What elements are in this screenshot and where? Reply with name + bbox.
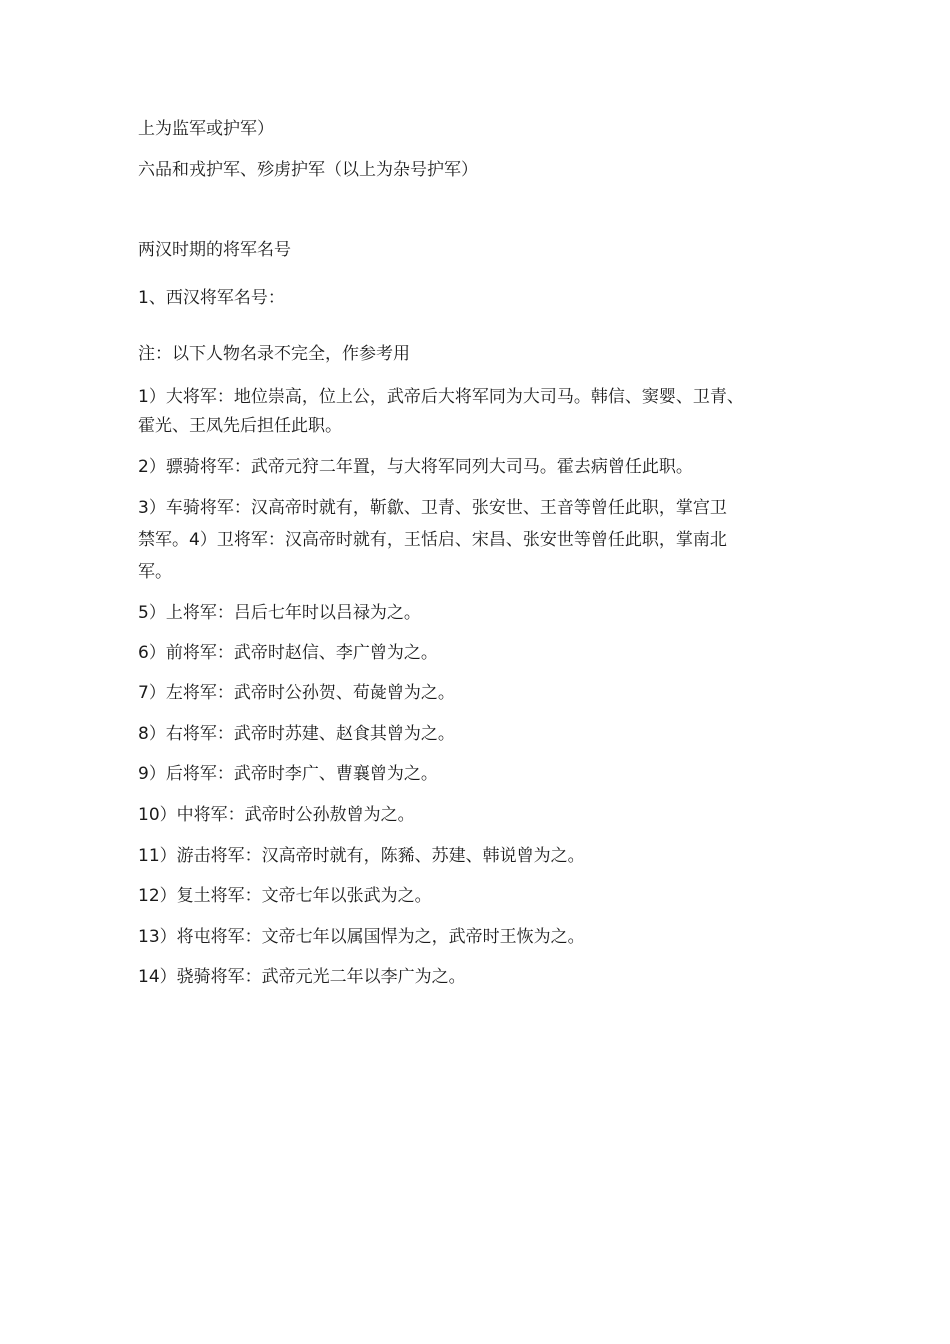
list-item: 5）上将军：吕后七年时以吕禄为之。: [138, 603, 421, 623]
list-item: 7）左将军：武帝时公孙贺、荀彘曾为之。: [138, 683, 455, 703]
list-item: 10）中将军：武帝时公孙敖曾为之。: [138, 805, 415, 825]
list-item: 13）将屯将军：文帝七年以属国悍为之，武帝时王恢为之。: [138, 927, 585, 947]
subsection-heading: 1、西汉将军名号：: [138, 288, 285, 308]
list-item: 禁军。4）卫将军：汉高帝时就有，王恬启、宋昌、张安世等曾任此职，掌南北: [138, 530, 727, 550]
text-line: 上为监军或护军）: [138, 119, 274, 139]
list-item: 1）大将军：地位崇高，位上公，武帝后大将军同为大司马。韩信、窦婴、卫青、: [138, 387, 744, 407]
list-item: 14）骁骑将军：武帝元光二年以李广为之。: [138, 967, 466, 987]
list-item: 8）右将军：武帝时苏建、赵食其曾为之。: [138, 724, 455, 744]
list-item-continuation: 霍光、王凤先后担任此职。: [138, 416, 342, 436]
text-line: 六品和戎护军、殄虏护军（以上为杂号护军）: [138, 160, 478, 180]
list-item-continuation: 军。: [138, 562, 172, 582]
note-line: 注：以下人物名录不完全，作参考用: [138, 344, 410, 364]
section-heading: 两汉时期的将军名号: [138, 240, 291, 260]
list-item: 3）车骑将军：汉高帝时就有，靳歙、卫青、张安世、王音等曾任此职，掌宫卫: [138, 498, 727, 518]
list-item: 6）前将军：武帝时赵信、李广曾为之。: [138, 643, 438, 663]
list-item: 2）骠骑将军：武帝元狩二年置，与大将军同列大司马。霍去病曾任此职。: [138, 457, 693, 477]
list-item: 9）后将军：武帝时李广、曹襄曾为之。: [138, 764, 438, 784]
list-item: 12）复土将军：文帝七年以张武为之。: [138, 886, 432, 906]
list-item: 11）游击将军：汉高帝时就有，陈豨、苏建、韩说曾为之。: [138, 846, 585, 866]
